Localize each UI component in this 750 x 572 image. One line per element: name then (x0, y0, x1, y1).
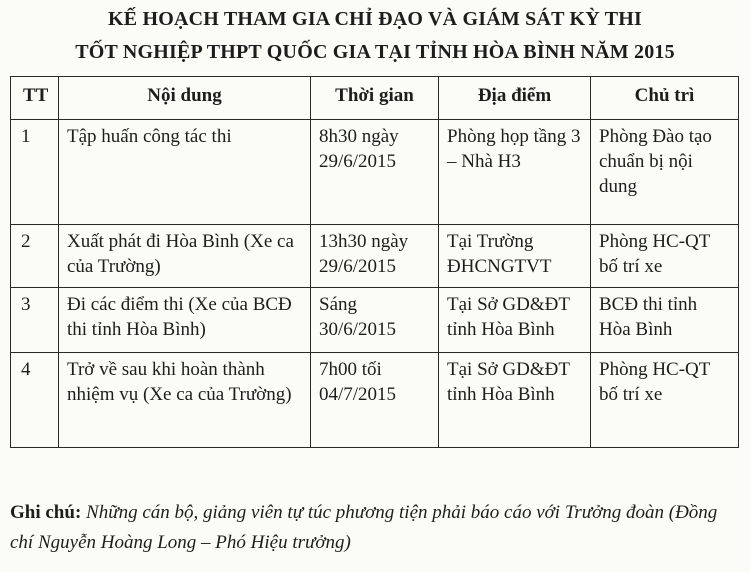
cell-content: Trở về sau khi hoàn thành nhiệm vụ (Xe ca của Trường) (59, 353, 311, 448)
header-tt: TT (11, 77, 59, 120)
cell-location: Tại Sở GD&ĐT tỉnh Hòa Bình (439, 353, 591, 448)
header-location: Địa điểm (439, 77, 591, 120)
cell-tt: 2 (11, 225, 59, 288)
cell-host: Phòng HC-QT bố trí xe (591, 353, 739, 448)
cell-location: Tại Trường ĐHCNGTVT (439, 225, 591, 288)
cell-time: 13h30 ngày 29/6/2015 (311, 225, 439, 288)
cell-time: Sáng 30/6/2015 (311, 288, 439, 353)
cell-location: Phòng họp tầng 3 – Nhà H3 (439, 120, 591, 225)
cell-time: 7h00 tối 04/7/2015 (311, 353, 439, 448)
header-time: Thời gian (311, 77, 439, 120)
table-row (11, 225, 739, 288)
table-header-row (11, 77, 739, 120)
document-title-line-1: KẾ HOẠCH THAM GIA CHỈ ĐẠO VÀ GIÁM SÁT KỲ THI (107, 8, 643, 30)
cell-content: Xuất phát đi Hòa Bình (Xe ca của Trường) (59, 225, 311, 288)
schedule-table (10, 76, 739, 448)
footnote-text: Những cán bộ, giảng viên tự túc phương tiện phải báo cáo với Trưởng đoàn (Đồng chí Nguyễn Hoàng Long – Phó Hiệu trưởng) (10, 502, 718, 553)
cell-tt: 4 (11, 353, 59, 448)
cell-time: 8h30 ngày 29/6/2015 (311, 120, 439, 225)
cell-tt: 1 (11, 120, 59, 225)
footnote-label: Ghi chú (10, 502, 75, 523)
cell-host: Phòng Đào tạo chuẩn bị nội dung (591, 120, 739, 225)
cell-content: Tập huấn công tác thi (59, 120, 311, 225)
table-row (11, 120, 739, 225)
header-host: Chủ trì (591, 77, 739, 120)
document-title-line-2: TỐT NGHIỆP THPT QUỐC GIA TẠI TỈNH HÒA BÌNH NĂM 2015 (75, 41, 675, 63)
cell-host: BCĐ thi tỉnh Hòa Bình (591, 288, 739, 353)
cell-content: Đi các điểm thi (Xe của BCĐ thi tỉnh Hòa Bình) (59, 288, 311, 353)
cell-tt: 3 (11, 288, 59, 353)
header-content: Nội dung (59, 77, 311, 120)
table-row (11, 353, 739, 448)
footnote: Ghi chú: Những cán bộ, giảng viên tự túc phương tiện phải báo cáo với Trưởng đoàn (Đồng chí Nguyễn Hoàng Long – Phó Hiệu trưởng) (10, 502, 718, 553)
cell-host: Phòng HC-QT bố trí xe (591, 225, 739, 288)
cell-location: Tại Sở GD&ĐT tỉnh Hòa Bình (439, 288, 591, 353)
table-row (11, 288, 739, 353)
